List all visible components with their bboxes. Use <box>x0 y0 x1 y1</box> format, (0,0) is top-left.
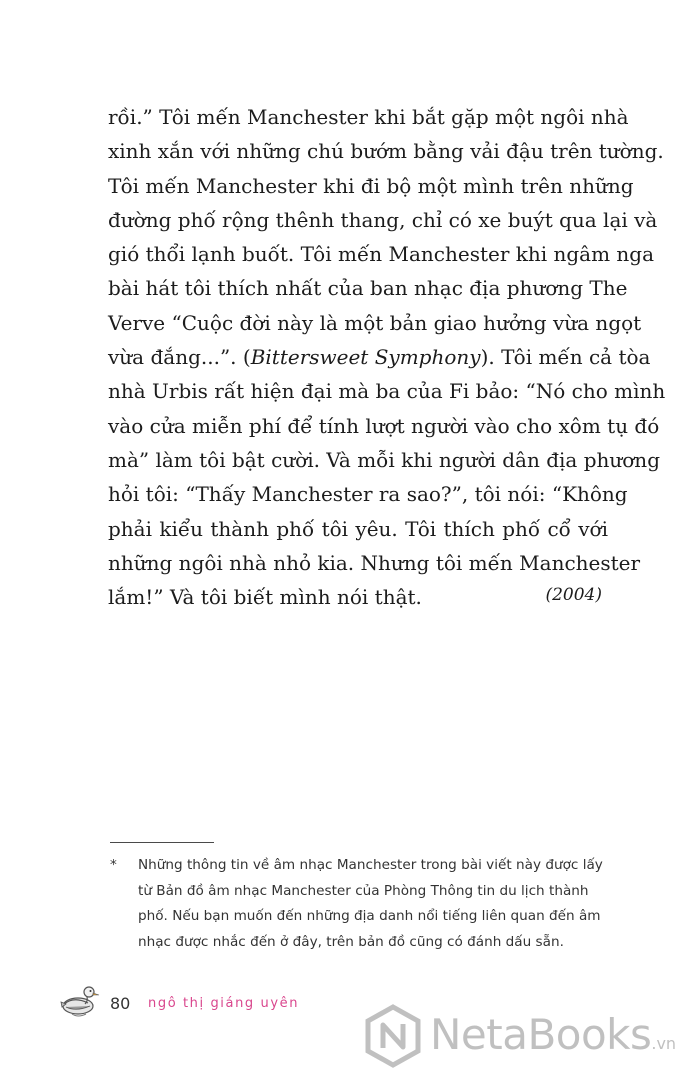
text-line: những ngôi nhà nhỏ kia. Nhưng tôi mến Manchester <box>108 550 641 575</box>
netabooks-logo-icon <box>364 1004 422 1068</box>
bird-icon <box>58 982 100 1022</box>
text-line: gió thổi lạnh buốt. Tôi mến Manchester khi ngâm nga <box>108 242 655 267</box>
text-line: mà” làm tôi bật cười. Và mỗi khi người dân địa phương <box>108 447 660 472</box>
text-line: phải kiểu thành phố tôi yêu. Tôi thích phố cổ với <box>108 516 608 541</box>
watermark-name: NetaBooks <box>430 1010 652 1059</box>
song-title: Bittersweet Symphony <box>250 345 481 370</box>
footnote <box>110 853 608 955</box>
author-name: ngô thị giáng uyên <box>148 996 300 1011</box>
text-segment: vừa đắng...”. ( <box>108 345 251 370</box>
text-line: đường phố rộng thênh thang, chỉ có xe buýt qua lại và <box>108 207 658 232</box>
page-number: 80 <box>110 994 131 1013</box>
text-line: Verve “Cuộc đời này là một bản giao hưởng vừa ngọt <box>108 310 642 335</box>
footnote-mark: * <box>110 857 117 873</box>
footnote-line: Những thông tin về âm nhạc Manchester trong bài viết này được lấy <box>138 857 603 873</box>
watermark-suffix: .vn <box>651 1034 677 1053</box>
text-line: rồi.” Tôi mến Manchester khi bắt gặp một ngôi nhà <box>108 105 629 129</box>
text-line: vào cửa miễn phí để tính lượt người vào cho xôm tụ đó <box>108 413 660 438</box>
footnote-line: nhạc được nhắc đến ở đây, trên bản đồ cũng có đánh dấu sẵn. <box>138 933 564 950</box>
footnote-divider <box>110 842 214 843</box>
watermark-text <box>430 1010 676 1059</box>
text-line: lắm!” Và tôi biết mình nói thật. <box>108 585 422 610</box>
footnote-line: từ Bản đồ âm nhạc Manchester của Phòng Thông tin du lịch thành <box>138 882 589 899</box>
text-line: nhà Urbis rất hiện đại mà ba của Fi bảo: “Nó cho mình <box>108 379 666 404</box>
text-line: Tôi mến Manchester khi đi bộ một mình trên những <box>108 173 634 198</box>
text-line: bài hát tôi thích nhất của ban nhạc địa phương The <box>108 276 628 301</box>
body-text <box>108 100 666 614</box>
netabooks-watermark <box>364 1004 694 1074</box>
text-line-with-title <box>108 340 651 374</box>
essay-date: (2004) <box>545 585 602 605</box>
footnote-line: phố. Nếu bạn muốn đến những địa danh nổi tiếng liên quan đến âm <box>138 908 601 924</box>
text-line: hỏi tôi: “Thấy Manchester ra sao?”, tôi nói: “Không <box>108 482 628 507</box>
text-line: xinh xắn với những chú bướm bằng vải đậu trên tường. <box>108 139 664 164</box>
text-segment: ). Tôi mến cả tòa <box>480 345 651 370</box>
